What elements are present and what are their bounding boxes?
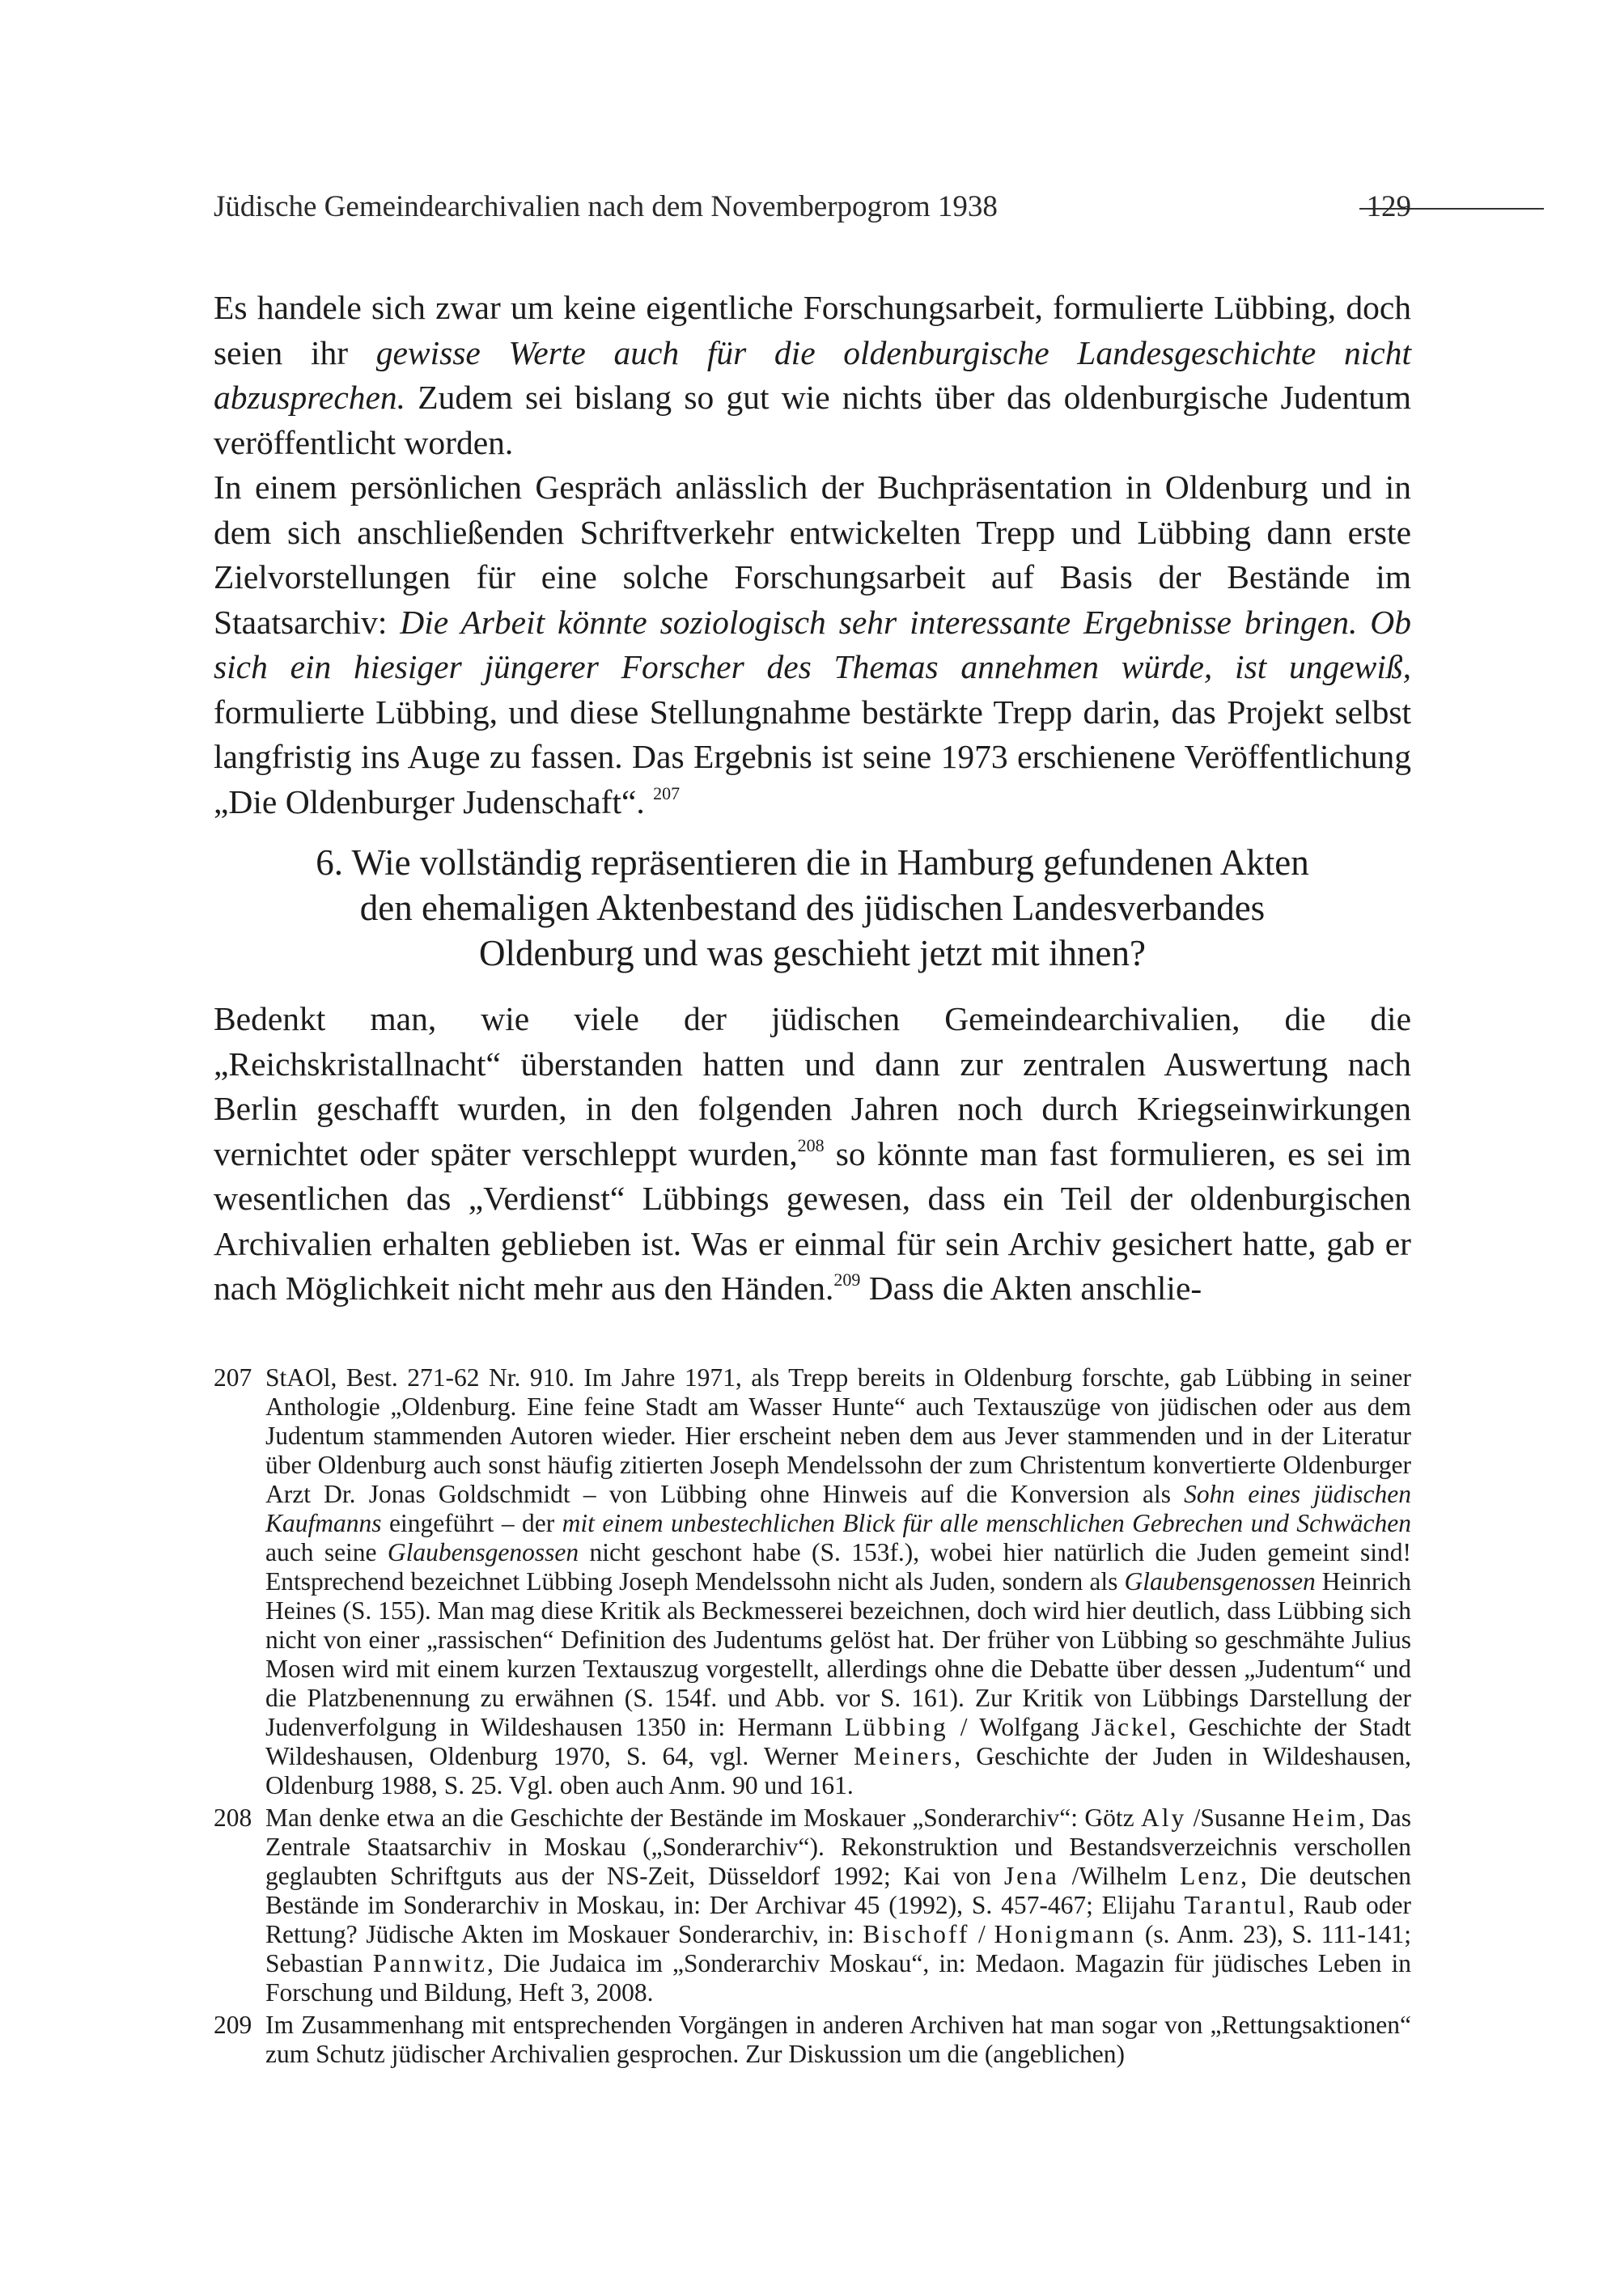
quote-italic: mit einem unbestechlichen Blick für alle menschlichen Gebrechen und Schwächen [562, 1509, 1411, 1537]
paragraph-3 [214, 997, 1411, 1312]
heading-line: Oldenburg und was geschieht jetzt mit ihnen? [479, 933, 1146, 973]
author-name: Heim [1291, 1803, 1359, 1832]
footnote-number: 207 [214, 1363, 252, 1392]
footnote-ref-207[interactable]: 207 [653, 782, 681, 803]
text-run: StAOl, Best. 271-62 Nr. 910. Im Jahre 1971, als Trepp bereits in Oldenburg forschte, gab Lübbing in seiner Anthologie „Oldenburg. Eine feine Stadt am Wasser Hunte“ auch Textauszüge von jüdischen oder aus dem Judentum stammenden Autoren wieder. Hier erscheint neben dem aus Jever stammenden und in der Literatur über Oldenburg auch sonst häufig zitierten Joseph Mendelssohn der zum Christentum konvertierte Oldenburger Arzt Dr. Jonas Goldschmidt – von Lübbing ohne Hinweis auf die Konversion als [265, 1363, 1411, 1508]
footnote-text [265, 1803, 1411, 2007]
author-name: Lenz [1180, 1862, 1241, 1890]
footnote-text [265, 1363, 1411, 1800]
footnote-ref-208[interactable]: 208 [797, 1134, 825, 1155]
text-run: , Geschichte der Stadt Wildeshausen, Oldenburg 1970, S. 64, vgl. Werner [265, 1713, 1411, 1770]
quote-italic: Die Arbeit könnte soziologisch sehr interessante Ergebnisse bringen. Ob sich ein hiesiger jüngerer Forscher des Themas annehmen würde, ist ungewiß, [214, 603, 1411, 685]
heading-line: den ehemaligen Aktenbestand des jüdischen Landesverbandes [359, 888, 1266, 928]
author-name: Meiners [853, 1742, 955, 1770]
text-run: /Wilhelm [1058, 1862, 1181, 1890]
text-run: , Die deutschen Bestände im Sonderarchiv in Moskau, in: Der Archivar 45 (1992), S. 457-467; Elijahu [265, 1862, 1411, 1919]
quote-italic: Glaubensgenossen [1124, 1567, 1316, 1596]
text-run: Im Zusammenhang mit entsprechenden Vorgängen in anderen Archiven hat man sogar von „Rettungsaktionen“ zum Schutz jüdischer Archivalien gesprochen. Zur Diskussion um die (angeblichen) [265, 2011, 1411, 2068]
author-name: Jäckel [1091, 1713, 1170, 1741]
author-name: Tarantul [1184, 1891, 1288, 1919]
body-text-upper [214, 286, 1411, 824]
text-run: Dass die Akten anschlie- [860, 1269, 1202, 1307]
text-run: /Susanne [1186, 1803, 1292, 1832]
author-name: Lübbing [844, 1713, 948, 1741]
text-run: Zudem sei bislang so gut wie nichts über das oldenburgische Judentum veröffentlicht worden. [214, 379, 1411, 461]
body-text-lower [214, 997, 1411, 1312]
text-run: , Raub oder Rettung? Jüdische Akten im Moskauer Sonderarchiv, in: [265, 1891, 1412, 1948]
text-run: Heinrich Heines (S. 155). Man mag diese Kritik als Beckmesserei bezeichnen, doch wird hier deutlich, dass Lübbing sich nicht von einer „rassischen“ Definition des Judentums gelöst hat. Der früher von Lübbing so geschmähte Julius Mosen wird mit einem kurzen Textauszug vorgestellt, allerdings ohne die Debatte über dessen „Judentum“ und die Platzbenennung zu erwähnen (S. 154f. und Abb. vor S. 161). Zur Kritik von Lübbings Darstellung der Judenverfolgung in Wildeshausen 1350 in: Hermann [265, 1567, 1411, 1741]
text-run: eingeführt – der [381, 1509, 562, 1537]
text-run: In einem persönlichen Gespräch anlässlich der Buchpräsentation in Oldenburg und in dem sich anschließenden Schriftverkehr entwickelten Trepp und Lübbing dann erste Zielvorstellungen für eine solche Forschungsarbeit auf Basis der Bestände im Staatsarchiv: [214, 468, 1411, 641]
quote-italic: Glaubensgenossen [387, 1538, 579, 1566]
heading-line: 6. Wie vollständig repräsentieren die in Hamburg gefundenen Akten [316, 842, 1309, 883]
section-heading [214, 840, 1411, 976]
text-run: so könnte man fast formulieren, es sei im wesentlichen das „Verdienst“ Lübbings gewesen, dass ein Teil der oldenburgischen Archivalien erhalten geblieben ist. Was er einmal für sein Archiv gesichert hatte, gab er nach Möglichkeit nicht mehr aus den Händen. [214, 1134, 1411, 1307]
paragraph-2 [214, 465, 1411, 824]
text-run: / Wolfgang [948, 1713, 1092, 1741]
text-run: formulierte Lübbing, und diese Stellungnahme bestärkte Trepp darin, das Projekt selbst langfristig ins Auge zu fassen. Das Ergebnis ist seine 1973 erschienene Veröffentlichung „Die Oldenburger Judenschaft“. [214, 693, 1411, 820]
text-run: , Die Judaica im „Sonderarchiv Moskau“, in: Medaon. Magazin für jüdisches Leben in Forschung und Bildung, Heft 3, 2008. [265, 1949, 1411, 2007]
footnote-ref-209[interactable]: 209 [833, 1269, 861, 1290]
text-run: , Geschichte der Juden in Wildeshausen, Oldenburg 1988, S. 25. Vgl. oben auch Anm. 90 und 161. [265, 1742, 1411, 1799]
author-name: Honigmann [994, 1920, 1137, 1948]
running-header [214, 183, 1411, 231]
text-run: , Das Zentrale Staatsarchiv in Moskau („Sonderarchiv“). Rekonstruktion und Bestandsverzeichnis verschollen geglaubten Schriftguts aus der NS-Zeit, Düsseldorf 1992; Kai von [265, 1803, 1411, 1890]
page-number: 129 [1366, 190, 1411, 223]
text-run: Es handele sich zwar um keine eigentliche Forschungsarbeit, formulierte Lübbing, doch seien ihr [214, 289, 1411, 371]
footnote-number: 208 [214, 1803, 252, 1832]
text-run: auch seine [265, 1538, 388, 1566]
text-run: Man denke etwa an die Geschichte der Bestände im Moskauer „Sonderarchiv“: Götz [265, 1803, 1141, 1832]
author-name: Bischoff [863, 1920, 970, 1948]
text-run: Bedenkt man, wie viele der jüdischen Gemeindearchivalien, die die „Reichskristallnacht“ überstanden hatten und dann zur zentralen Auswertung nach Berlin geschafft wurden, in den folgenden Jahren noch durch Kriegseinwirkungen vernichtet oder später verschleppt wurden, [214, 1000, 1411, 1172]
footnotes [214, 1363, 1411, 2072]
footnote-208 [214, 1803, 1411, 2007]
text-run: (s. Anm. 23), S. 111-141; Sebastian [265, 1920, 1411, 1977]
footnote-209 [214, 2011, 1411, 2069]
quote-italic: gewisse Werte auch für die oldenburgische Landesgeschichte nicht abzusprechen. [214, 333, 1412, 416]
footnote-207 [214, 1363, 1411, 1800]
author-name: Jena [1003, 1862, 1059, 1890]
paragraph-1 [214, 286, 1411, 465]
footnote-number: 209 [214, 2011, 252, 2039]
text-run: / [969, 1920, 994, 1948]
quote-italic: Sohn eines jüdischen Kaufmanns [265, 1480, 1411, 1537]
author-name: Pannwitz [372, 1949, 487, 1977]
text-run: nicht geschont habe (S. 153f.), wobei hier natürlich die Juden gemeint sind! Entsprechend bezeichnet Lübbing Joseph Mendelssohn nicht als Juden, sondern als [265, 1538, 1411, 1596]
footnote-text [265, 2011, 1411, 2069]
author-name: Aly [1140, 1803, 1187, 1832]
running-title: Jüdische Gemeindearchivalien nach dem Novemberpogrom 1938 [214, 190, 998, 223]
